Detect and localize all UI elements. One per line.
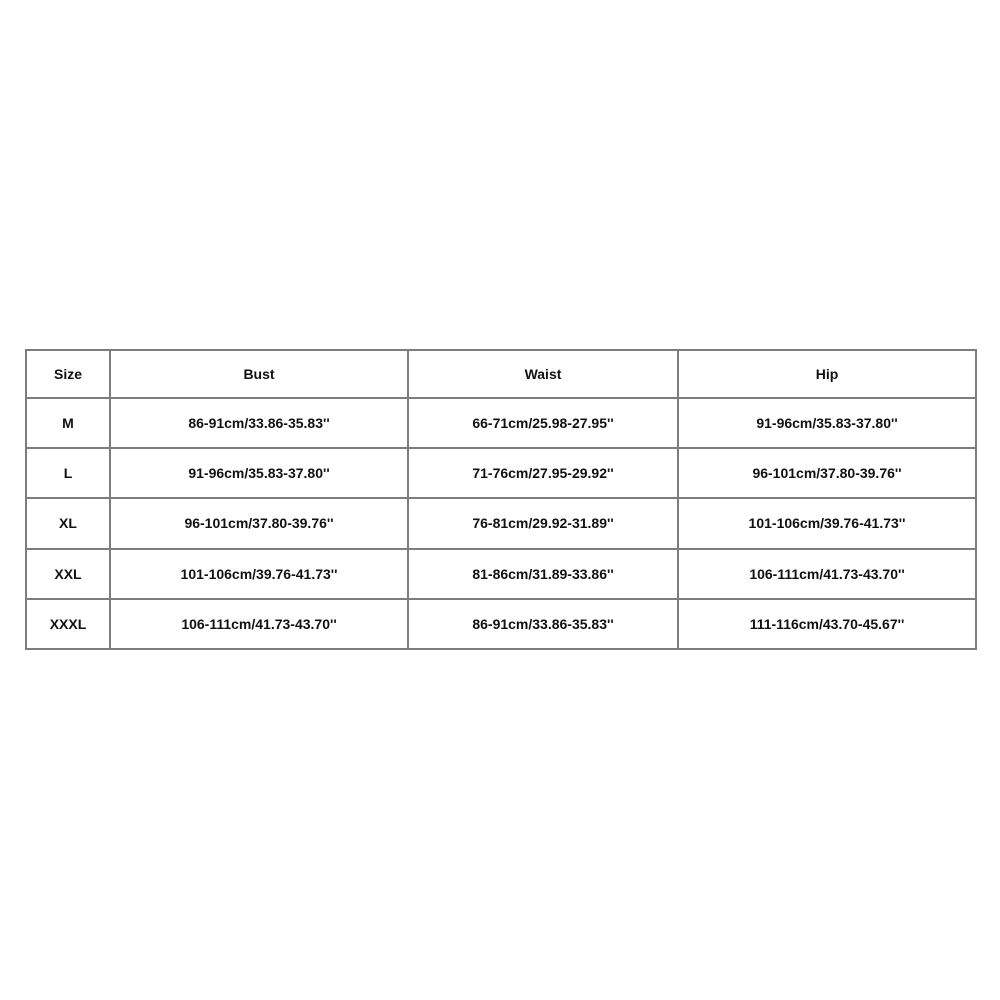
waist-cell: 66-71cm/25.98-27.95'' — [408, 398, 678, 448]
header-hip: Hip — [678, 350, 976, 398]
hip-cell: 111-116cm/43.70-45.67'' — [678, 599, 976, 649]
table-row — [26, 549, 976, 599]
waist-cell: 76-81cm/29.92-31.89'' — [408, 498, 678, 548]
waist-cell: 81-86cm/31.89-33.86'' — [408, 549, 678, 599]
bust-cell: 91-96cm/35.83-37.80'' — [110, 448, 408, 498]
hip-cell: 101-106cm/39.76-41.73'' — [678, 498, 976, 548]
size-cell: XXXL — [26, 599, 110, 649]
bust-cell: 86-91cm/33.86-35.83'' — [110, 398, 408, 448]
table-row — [26, 398, 976, 448]
hip-cell: 91-96cm/35.83-37.80'' — [678, 398, 976, 448]
header-waist: Waist — [408, 350, 678, 398]
table-row — [26, 448, 976, 498]
header-bust: Bust — [110, 350, 408, 398]
size-cell: XXL — [26, 549, 110, 599]
waist-cell: 71-76cm/27.95-29.92'' — [408, 448, 678, 498]
bust-cell: 101-106cm/39.76-41.73'' — [110, 549, 408, 599]
bust-cell: 106-111cm/41.73-43.70'' — [110, 599, 408, 649]
size-cell: XL — [26, 498, 110, 548]
size-cell: M — [26, 398, 110, 448]
waist-cell: 86-91cm/33.86-35.83'' — [408, 599, 678, 649]
table-row — [26, 599, 976, 649]
size-cell: L — [26, 448, 110, 498]
header-size: Size — [26, 350, 110, 398]
table-row — [26, 498, 976, 548]
table-header-row — [26, 350, 976, 398]
hip-cell: 96-101cm/37.80-39.76'' — [678, 448, 976, 498]
size-chart-table — [25, 349, 977, 650]
hip-cell: 106-111cm/41.73-43.70'' — [678, 549, 976, 599]
bust-cell: 96-101cm/37.80-39.76'' — [110, 498, 408, 548]
